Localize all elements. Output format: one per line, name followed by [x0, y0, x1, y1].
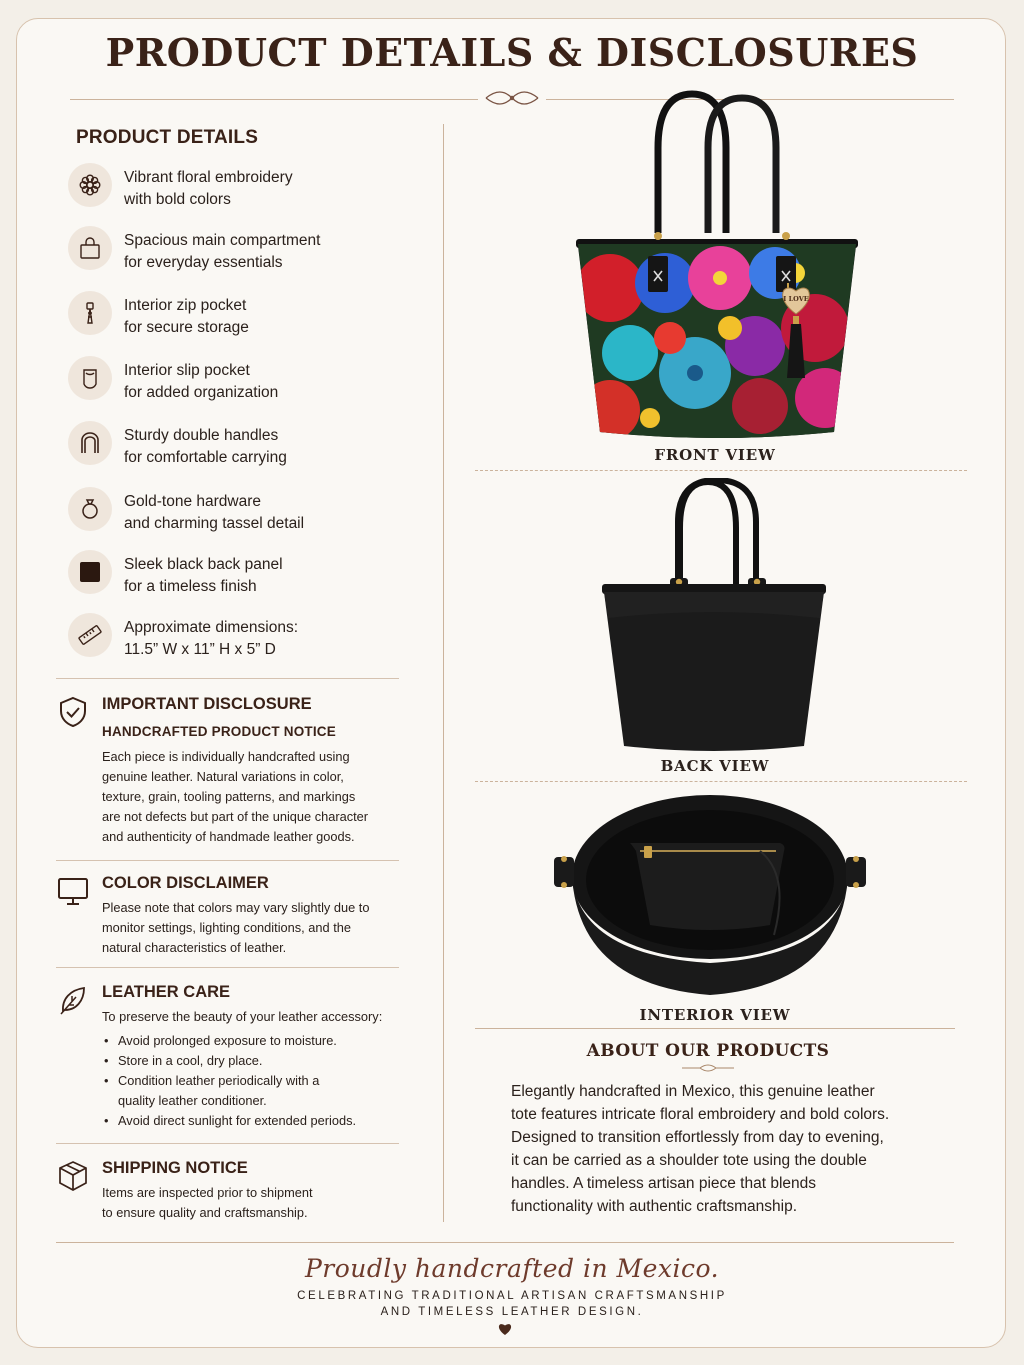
footer-rule	[56, 1242, 954, 1243]
shield-check-icon	[56, 695, 90, 729]
important-disclosure: IMPORTANT DISCLOSURE HANDCRAFTED PRODUCT NOTICE Each piece is individually handcrafted using genuine leather. Natural variations in color, texture, grain, tooling patterns, and markings are not defects but part of the unique character and authenticity of handmade leather goods.	[56, 695, 401, 855]
heart-icon	[497, 1322, 513, 1336]
shipping-notice: SHIPPING NOTICE Items are inspected prior to shipment to ensure quality and craftsmanship.	[56, 1159, 401, 1224]
footer-line-1: CELEBRATING TRADITIONAL ARTISAN CRAFTSMANSHIP	[297, 1290, 727, 1302]
section-rule	[56, 860, 399, 861]
box-icon	[56, 1159, 90, 1193]
leaf-icon	[56, 983, 90, 1017]
detail-item: Spacious main compartment for everyday essentials	[68, 226, 408, 278]
product-details-heading: PRODUCT DETAILS	[76, 127, 259, 148]
back-view-image	[598, 478, 830, 753]
footer-line-2: AND TIMELESS LEATHER DESIGN.	[380, 1306, 644, 1318]
interior-view-label: INTERIOR VIEW	[639, 1006, 791, 1024]
column-divider	[443, 124, 444, 1222]
list-item: • Avoid direct sunlight for extended periods.	[102, 1111, 402, 1131]
footer-tagline: Proudly handcrafted in Mexico.	[304, 1254, 720, 1283]
ornament-icon	[680, 1062, 736, 1074]
detail-item: Interior zip pocket for secure storage	[68, 291, 408, 343]
about-body: Elegantly handcrafted in Mexico, this genuine leather tote features intricate floral embroidery and bold colors. Designed to transition effortlessly from day to evening, it can be carried as a shoulder tote using the double handles. A timeless artisan piece that blends functionality with authentic craftsmanship.	[511, 1083, 890, 1215]
detail-item: Sturdy double handles for comfortable carrying	[68, 421, 408, 473]
title-rule-left	[70, 99, 478, 100]
detail-item: Approximate dimensions: 11.5” W x 11” H x 5” D	[68, 613, 408, 665]
pocket-icon	[68, 356, 112, 400]
front-view-image	[570, 88, 865, 448]
tassel-ring-icon	[68, 487, 112, 531]
flower-icon	[68, 163, 112, 207]
black-square-icon	[68, 550, 112, 594]
section-rule	[56, 1143, 399, 1144]
section-rule	[56, 967, 399, 968]
interior-view-image	[550, 785, 870, 1005]
section-rule	[475, 781, 967, 782]
detail-item: Interior slip pocket for added organization	[68, 356, 408, 408]
list-item: • Avoid prolonged exposure to moisture.	[102, 1031, 402, 1051]
section-rule	[56, 678, 399, 679]
list-item: • Condition leather periodically with a quality leather conditioner.	[102, 1071, 402, 1111]
leather-care: LEATHER CARE To preserve the beauty of your leather accessory: • Avoid prolonged exposure to moisture. • Store in a cool, dry place. • Condition leather periodically with a quality leather conditioner. • Avoid direct sunlight for extended periods.	[56, 983, 401, 1143]
ruler-icon	[68, 613, 112, 657]
charm-text: I LOVE	[783, 295, 809, 303]
about-title: ABOUT OUR PRODUCTS	[586, 1041, 830, 1061]
section-rule	[475, 470, 967, 471]
detail-item: Gold-tone hardware and charming tassel detail	[68, 487, 408, 539]
bag-icon	[68, 226, 112, 270]
color-disclaimer: COLOR DISCLAIMER Please note that colors may vary slightly due to monitor settings, lighting conditions, and the natural characteristics of leather.	[56, 874, 401, 964]
section-rule	[475, 1028, 955, 1029]
handles-icon	[68, 421, 112, 465]
detail-item: Vibrant floral embroidery with bold colors	[68, 163, 408, 215]
monitor-icon	[56, 874, 90, 908]
care-list	[102, 1031, 402, 1131]
detail-item: Sleek black back panel for a timeless finish	[68, 550, 408, 602]
page-title: PRODUCT DETAILS & DISCLOSURES	[105, 30, 919, 75]
back-view-label: BACK VIEW	[660, 757, 770, 775]
zipper-icon	[68, 291, 112, 335]
ornament-icon	[482, 86, 542, 110]
list-item: • Store in a cool, dry place.	[102, 1051, 402, 1071]
front-view-label: FRONT VIEW	[654, 446, 776, 464]
